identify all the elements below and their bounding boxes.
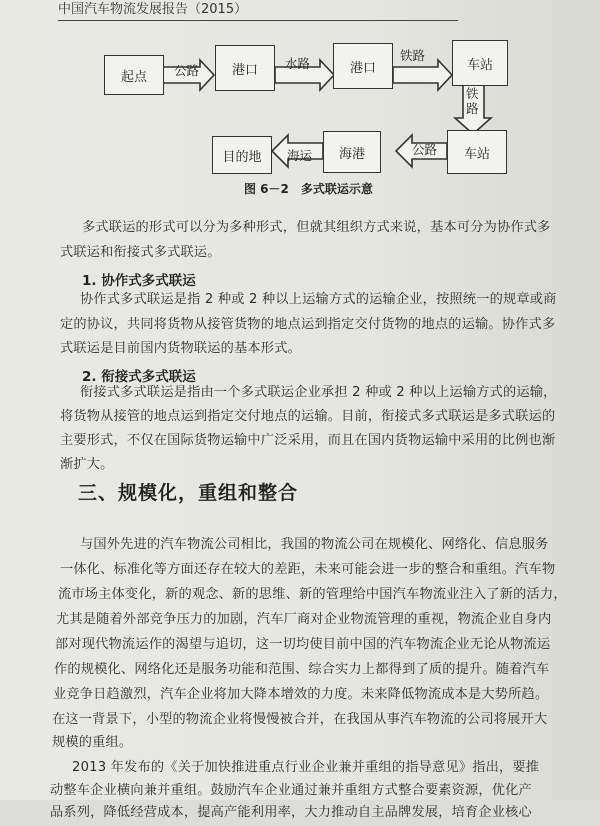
s3-line-3: 流市场主体变化，新的观念、新的思维、新的管理给中国汽车物流业注入了新的活力， [58, 587, 567, 602]
node-destination: 目的地 [212, 136, 272, 174]
s3-line-5: 部对现代物流运作的渴望与追切，这一切均使目前中国的汽车物流企业无论从物流运 [55, 637, 551, 652]
running-head: 中国汽车物流发展报告（2015） [58, 0, 458, 21]
item2-line-3: 主要形式，不仅在国际货物运输中广泛采用，而且在国内货物运输中采用的比例也渐 [60, 433, 556, 448]
edge-label-road-2: 公路 [412, 142, 438, 157]
intro-line-2: 式联运和衔接式多式联运。 [60, 245, 221, 260]
s3-line-8: 在这一背景下，小型的物流企业将慢慢被合并，在我国从事汽车物流的公司将展开大 [52, 712, 548, 727]
node-port-b: 港口 [333, 43, 393, 89]
s3-line-1: 与国外先进的汽车物流公司相比，我国的物流公司在规模化、网络化、信息服务 [80, 537, 549, 552]
item1-heading: 1. 协作式多式联运 [82, 273, 196, 289]
node-origin: 起点 [104, 55, 164, 95]
section-title: 三、规模化，重组和整合 [78, 482, 299, 504]
s3-line-9: 规模的重组。 [52, 735, 133, 750]
edge-label-water: 水路 [285, 56, 311, 71]
node-seaport: 海港 [323, 131, 381, 173]
s3-line-7: 业竞争日趋激烈，汽车企业将加大降本增效的力度。未来降低物流成本是大势所趋。 [53, 687, 549, 702]
s3-line-2: 一体化、标准化等方面还存在较大的差距，未来可能会进一步的整合和重组。汽车物 [60, 562, 556, 577]
s3-line-12: 品系列，降低经营成本，提高产能利用率，大力推动自主品牌发展，培育企业核心 [50, 805, 532, 820]
edge-label-rail-1: 铁路 [400, 48, 426, 63]
item1-line-3: 式联运是目前国内货物联运的基本形式。 [60, 341, 301, 356]
node-station-top: 车站 [452, 40, 508, 86]
item1-line-1: 协作式多式联运是指 2 种或 2 种以上运输方式的运输企业，按照统一的规章或商 [80, 292, 557, 307]
node-port-a: 港口 [215, 45, 275, 91]
s3-line-10: 2013 年发布的《关于加快推进重点行业企业兼并重组的指导意见》指出，要推 [72, 760, 540, 775]
item2-line-2: 将货物从接管的地点运到指定交付地点的运输。目前，衔接式多式联运是多式联运的 [60, 409, 556, 424]
intro-line-1: 多式联运的形式可以分为多种形式，但就其组织方式来说，基本可分为协作式多 [82, 220, 551, 235]
edge-label-rail-down: 铁 路 [466, 86, 479, 116]
figure-caption: 图 6－2 多式联运示意 [244, 182, 373, 196]
item1-line-2: 定的协议，共同将货物从接管货物的地点运到指定交付货物的地点的运输。协作式多 [60, 317, 556, 332]
item2-line-1: 衔接式多式联运是指由一个多式联运企业承担 2 种或 2 种以上运输方式的运输， [80, 385, 557, 400]
edge-label-sea: 海运 [287, 148, 313, 163]
node-station-bottom: 车站 [447, 130, 507, 174]
item2-line-4: 渐扩大。 [60, 457, 114, 472]
item2-heading: 2. 衔接式多式联运 [82, 369, 196, 385]
s3-line-4: 尤其是随着外部竞争压力的加剧，汽车厂商对企业物流管理的重视，物流企业自身内 [56, 612, 552, 627]
edge-label-road-1: 公路 [174, 63, 200, 78]
s3-line-11: 动整车企业横向兼并重组。鼓励汽车企业通过兼并重组方式整合要素资源，优化产 [50, 783, 532, 798]
s3-line-6: 作的规模化、网络化还是服务功能和范围、综合实力上都得到了质的提升。随着汽车 [54, 662, 550, 677]
